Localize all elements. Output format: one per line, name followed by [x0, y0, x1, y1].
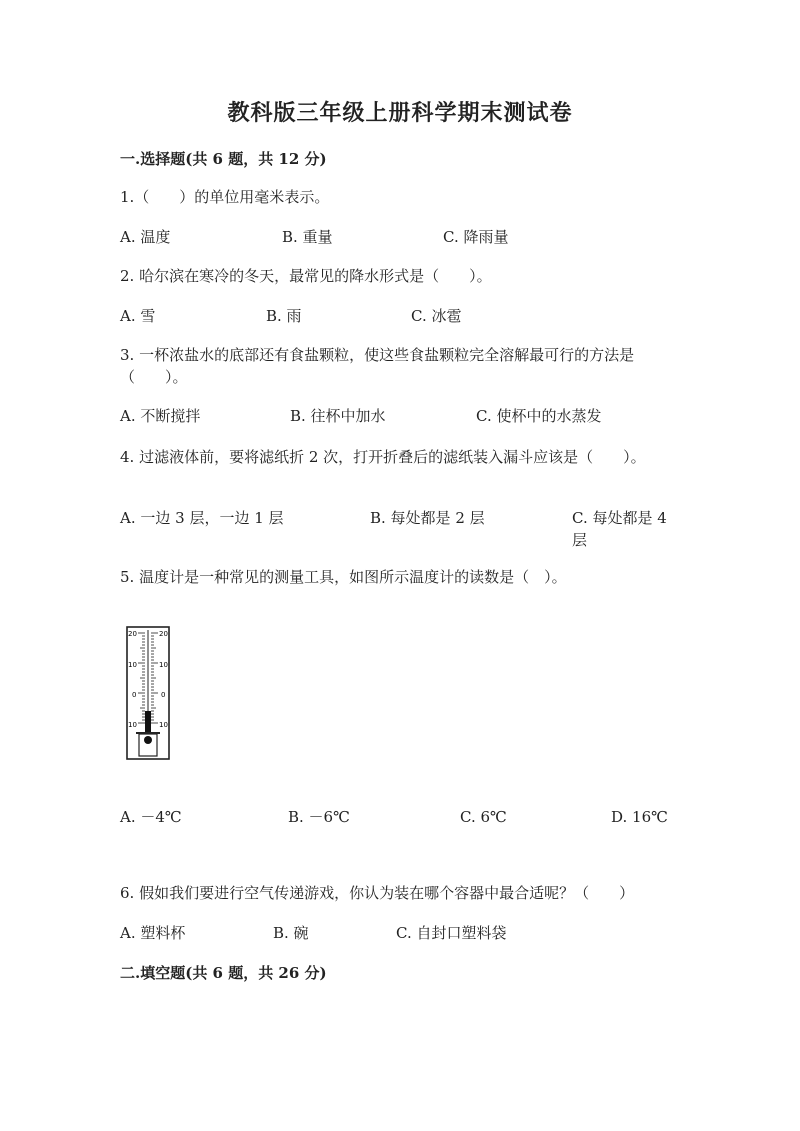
q2-option-a: A. 雪: [120, 307, 156, 325]
question-5: 5. 温度计是一种常见的测量工具，如图所示温度计的读数是（ ）。: [120, 568, 567, 586]
q1-option-b: B. 重量: [282, 228, 333, 246]
q5-option-d: D. 16℃: [611, 808, 668, 826]
q5-option-b: B. －6℃: [288, 808, 350, 826]
thermometer-figure: [122, 622, 174, 764]
scale-label-right-minus10: 10: [159, 721, 168, 729]
page-title: 教科版三年级上册科学期末测试卷: [227, 100, 573, 126]
q3-option-c: C. 使杯中的水蒸发: [476, 407, 602, 425]
question-1: 1.（ ）的单位用毫米表示。: [120, 188, 330, 206]
scale-label-left-10: 10: [128, 661, 137, 669]
scale-label-left-20: 20: [128, 630, 137, 638]
q6-option-a: A. 塑料杯: [120, 924, 186, 942]
thermometer-bulb: [144, 736, 152, 744]
q3-option-b: B. 往杯中加水: [290, 407, 386, 425]
q6-option-b: B. 碗: [273, 924, 309, 942]
scale-label-left-0: 0: [132, 691, 137, 699]
q6-option-c: C. 自封口塑料袋: [396, 924, 507, 942]
question-4: 4. 过滤液体前，要将滤纸折 2 次，打开折叠后的滤纸装入漏斗应该是（ ）。: [120, 448, 646, 466]
q5-option-c: C. 6℃: [460, 808, 507, 826]
section-heading-fill: 二.填空题(共 6 题，共 26 分): [120, 964, 327, 982]
q1-option-a: A. 温度: [120, 228, 171, 246]
scale-label-right-0: 0: [161, 691, 166, 699]
question-6: 6. 假如我们要进行空气传递游戏，你认为装在哪个容器中最合适呢？（ ）: [120, 884, 635, 902]
q2-option-b: B. 雨: [266, 307, 302, 325]
q4-option-c: C. 每处都是 4 层: [572, 509, 667, 549]
q3-option-a: A. 不断搅拌: [120, 407, 201, 425]
q1-option-c: C. 降雨量: [443, 228, 509, 246]
q4-option-a: A. 一边 3 层，一边 1 层: [120, 509, 284, 527]
scale-label-left-minus10: 10: [128, 721, 137, 729]
section-heading-choice: 一.选择题(共 6 题，共 12 分): [120, 150, 327, 168]
q4-option-b: B. 每处都是 2 层: [370, 509, 485, 527]
q2-option-c: C. 冰雹: [411, 307, 462, 325]
q5-option-a: A. －4℃: [120, 808, 182, 826]
scale-label-right-10: 10: [159, 661, 168, 669]
thermometer-liquid: [145, 711, 151, 734]
question-3: 3. 一杯浓盐水的底部还有食盐颗粒，使这些食盐颗粒完全溶解最可行的方法是（ ）。: [120, 346, 635, 386]
scale-label-right-20: 20: [159, 630, 168, 638]
question-2: 2. 哈尔滨在寒冷的冬天，最常见的降水形式是（ ）。: [120, 267, 492, 285]
